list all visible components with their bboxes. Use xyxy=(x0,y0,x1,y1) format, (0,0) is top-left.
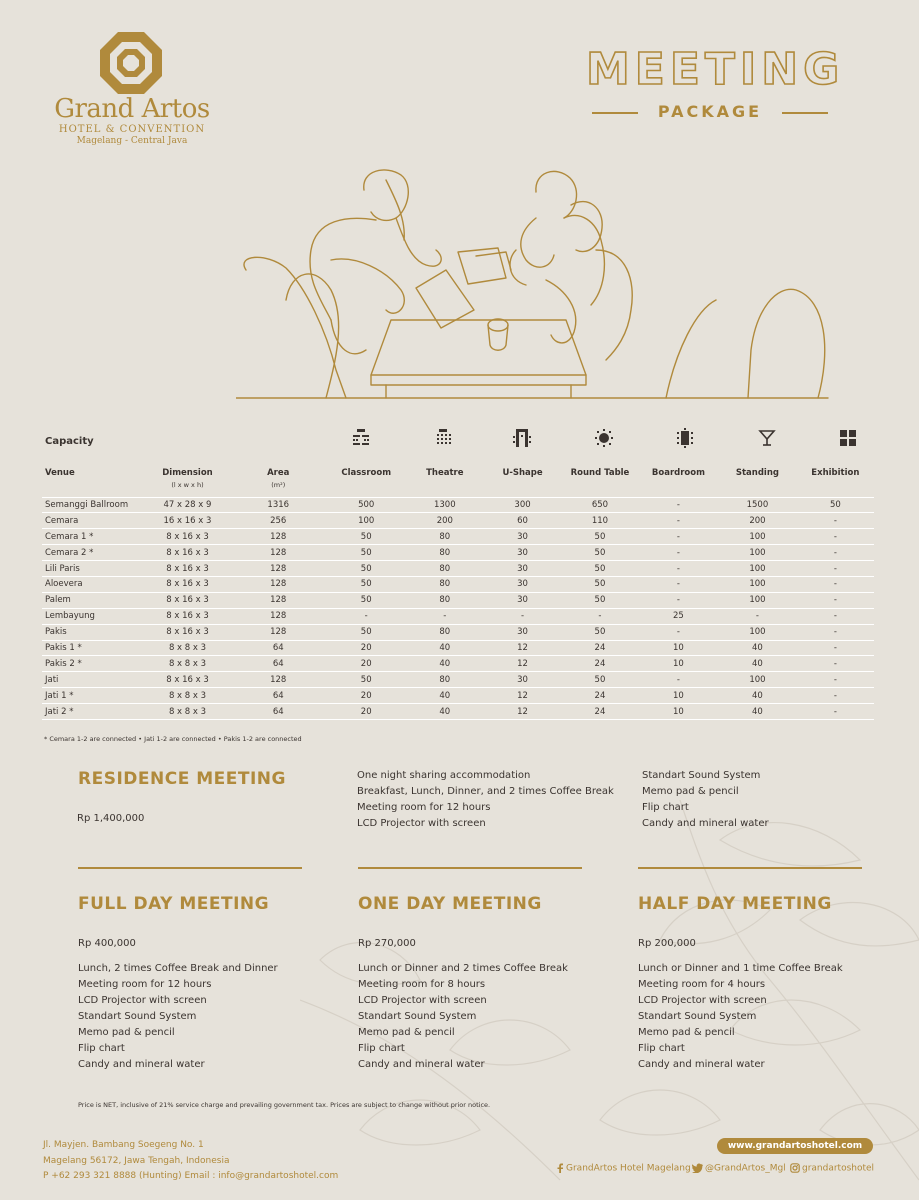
list-item: Flip chart xyxy=(642,802,689,813)
list-item: Standart Sound System xyxy=(638,1011,757,1022)
cell-theatre: 1300 xyxy=(406,497,484,513)
cell-boardroom: - xyxy=(639,529,718,545)
capacity-table xyxy=(42,464,874,720)
cell-round-table: 50 xyxy=(561,561,638,577)
cell-theatre: 80 xyxy=(406,561,484,577)
list-item: Lunch, 2 times Coffee Break and Dinner xyxy=(78,963,278,974)
website-link[interactable]: www.grandartoshotel.com xyxy=(717,1138,873,1154)
list-item: Meeting room for 8 hours xyxy=(358,979,486,990)
capacity-footnote: * Cemara 1-2 are connected • Jati 1-2 are connected • Pakis 1-2 are connected xyxy=(44,735,302,743)
cell-area: 64 xyxy=(230,704,327,720)
table-row xyxy=(42,576,874,592)
list-item: Meeting room for 12 hours xyxy=(78,979,212,990)
boardroom-layout-icon xyxy=(675,428,695,448)
cell-boardroom: - xyxy=(639,561,718,577)
cell-area: 128 xyxy=(230,608,327,624)
layout-icons-row xyxy=(0,428,919,452)
cell-theatre: 80 xyxy=(406,592,484,608)
cell-standing: 40 xyxy=(718,688,797,704)
cell-classroom: - xyxy=(327,608,406,624)
table-row xyxy=(42,704,874,720)
instagram-link[interactable] xyxy=(790,1163,874,1174)
list-item: LCD Projector with screen xyxy=(357,818,486,829)
divider xyxy=(78,867,302,869)
cell-standing: 100 xyxy=(718,672,797,688)
cell-theatre: 200 xyxy=(406,513,484,529)
cell-exhibition: 50 xyxy=(797,497,874,513)
cell-venue: Jati 1 * xyxy=(42,688,145,704)
list-item: Standart Sound System xyxy=(78,1011,197,1022)
cell-boardroom: 10 xyxy=(639,640,718,656)
cell-round-table: 24 xyxy=(561,704,638,720)
cell-boardroom: - xyxy=(639,545,718,561)
cell-area: 256 xyxy=(230,513,327,529)
cell-area: 128 xyxy=(230,576,327,592)
header-area-unit: (m²) xyxy=(271,481,286,489)
cell-ushape: 30 xyxy=(484,592,561,608)
twitter-handle: @GrandArtos_Mgl xyxy=(705,1163,786,1174)
cell-exhibition: - xyxy=(797,545,874,561)
header-ushape: U-Shape xyxy=(484,464,561,497)
cell-venue: Palem xyxy=(42,592,145,608)
cell-area: 64 xyxy=(230,656,327,672)
page-title: MEETING xyxy=(586,44,845,95)
list-item: Flip chart xyxy=(78,1043,125,1054)
cell-ushape: 30 xyxy=(484,529,561,545)
cell-standing: 40 xyxy=(718,640,797,656)
cell-standing: 100 xyxy=(718,624,797,640)
cell-ushape: 30 xyxy=(484,624,561,640)
table-row xyxy=(42,545,874,561)
cell-standing: - xyxy=(718,608,797,624)
list-item: Candy and mineral water xyxy=(78,1059,205,1070)
header-area-label: Area xyxy=(267,468,290,478)
page-subtitle-row xyxy=(592,102,828,122)
header-venue: Venue xyxy=(42,464,145,497)
cell-exhibition: - xyxy=(797,624,874,640)
cell-theatre: - xyxy=(406,608,484,624)
facebook-handle: GrandArtos Hotel Magelang xyxy=(566,1163,691,1174)
table-row xyxy=(42,640,874,656)
cell-ushape: 30 xyxy=(484,672,561,688)
divider xyxy=(638,867,862,869)
cell-area: 128 xyxy=(230,672,327,688)
hotel-address xyxy=(43,1138,338,1185)
cell-classroom: 20 xyxy=(327,704,406,720)
cell-boardroom: - xyxy=(639,592,718,608)
cell-venue: Aloevera xyxy=(42,576,145,592)
residence-meeting-title: RESIDENCE MEETING xyxy=(78,769,286,789)
list-item: Flip chart xyxy=(638,1043,685,1054)
cell-exhibition: - xyxy=(797,608,874,624)
header-dimension xyxy=(145,464,230,497)
cell-theatre: 40 xyxy=(406,704,484,720)
facebook-icon xyxy=(556,1163,564,1173)
list-item: Memo pad & pencil xyxy=(358,1027,455,1038)
instagram-icon xyxy=(790,1163,800,1173)
cell-area: 64 xyxy=(230,640,327,656)
cell-exhibition: - xyxy=(797,656,874,672)
cocktail-glass-icon xyxy=(757,428,777,448)
table-row xyxy=(42,688,874,704)
cell-ushape: 30 xyxy=(484,561,561,577)
cell-boardroom: 25 xyxy=(639,608,718,624)
cell-theatre: 80 xyxy=(406,545,484,561)
table-row xyxy=(42,561,874,577)
cell-classroom: 20 xyxy=(327,688,406,704)
cell-theatre: 80 xyxy=(406,576,484,592)
cell-ushape: 12 xyxy=(484,640,561,656)
cell-dimension: 47 x 28 x 9 xyxy=(145,497,230,513)
cell-area: 128 xyxy=(230,561,327,577)
list-item: Meeting room for 12 hours xyxy=(357,802,491,813)
list-item: Lunch or Dinner and 2 times Coffee Break xyxy=(358,963,568,974)
cell-boardroom: - xyxy=(639,624,718,640)
cell-area: 128 xyxy=(230,592,327,608)
table-row xyxy=(42,672,874,688)
cell-area: 1316 xyxy=(230,497,327,513)
cell-ushape: 12 xyxy=(484,704,561,720)
divider xyxy=(782,112,828,114)
list-item: Breakfast, Lunch, Dinner, and 2 times Coffee Break xyxy=(357,786,614,797)
header-boardroom: Boardroom xyxy=(639,464,718,497)
cell-round-table: - xyxy=(561,608,638,624)
cell-classroom: 20 xyxy=(327,640,406,656)
cell-area: 64 xyxy=(230,688,327,704)
page-subtitle: PACKAGE xyxy=(657,102,763,121)
list-item: Flip chart xyxy=(358,1043,405,1054)
cell-round-table: 24 xyxy=(561,656,638,672)
hotel-logo-icon xyxy=(98,30,164,96)
facebook-link[interactable] xyxy=(556,1163,691,1174)
cell-standing: 40 xyxy=(718,656,797,672)
header-area xyxy=(230,464,327,497)
cell-exhibition: - xyxy=(797,704,874,720)
list-item: One night sharing accommodation xyxy=(357,770,531,781)
full-day-meeting-price: Rp 400,000 xyxy=(78,938,136,949)
cell-boardroom: - xyxy=(639,497,718,513)
cell-venue: Pakis 1 * xyxy=(42,640,145,656)
cell-round-table: 50 xyxy=(561,545,638,561)
list-item: LCD Projector with screen xyxy=(78,995,207,1006)
cell-round-table: 24 xyxy=(561,688,638,704)
cell-theatre: 40 xyxy=(406,640,484,656)
cell-dimension: 8 x 8 x 3 xyxy=(145,704,230,720)
cell-classroom: 100 xyxy=(327,513,406,529)
cell-exhibition: - xyxy=(797,592,874,608)
half-day-meeting-list xyxy=(638,961,843,1073)
cell-standing: 200 xyxy=(718,513,797,529)
header-round-table: Round Table xyxy=(561,464,638,497)
cell-dimension: 8 x 8 x 3 xyxy=(145,688,230,704)
half-day-meeting-title: HALF DAY MEETING xyxy=(638,894,832,914)
cell-exhibition: - xyxy=(797,561,874,577)
cell-exhibition: - xyxy=(797,576,874,592)
cell-venue: Semanggi Ballroom xyxy=(42,497,145,513)
cell-venue: Cemara xyxy=(42,513,145,529)
header-theatre: Theatre xyxy=(406,464,484,497)
cell-dimension: 8 x 8 x 3 xyxy=(145,640,230,656)
ushape-layout-icon xyxy=(512,428,532,448)
cell-classroom: 50 xyxy=(327,624,406,640)
cell-standing: 40 xyxy=(718,704,797,720)
cell-theatre: 40 xyxy=(406,656,484,672)
full-day-meeting-list xyxy=(78,961,278,1073)
address-line-1: Jl. Mayjen. Bambang Soegeng No. 1 xyxy=(43,1140,204,1150)
table-row xyxy=(42,656,874,672)
list-item: Meeting room for 4 hours xyxy=(638,979,766,990)
meeting-line-illustration xyxy=(236,160,836,406)
cell-theatre: 80 xyxy=(406,672,484,688)
cell-classroom: 50 xyxy=(327,672,406,688)
header-standing: Standing xyxy=(718,464,797,497)
cell-exhibition: - xyxy=(797,513,874,529)
list-item: Candy and mineral water xyxy=(358,1059,485,1070)
cell-dimension: 8 x 16 x 3 xyxy=(145,529,230,545)
classroom-layout-icon xyxy=(351,428,371,448)
cell-dimension: 8 x 16 x 3 xyxy=(145,561,230,577)
table-row xyxy=(42,529,874,545)
cell-area: 128 xyxy=(230,545,327,561)
round-table-layout-icon xyxy=(594,428,614,448)
cell-round-table: 50 xyxy=(561,576,638,592)
capacity-label: Capacity xyxy=(45,436,94,447)
residence-meeting-list-1 xyxy=(357,768,614,832)
cell-exhibition: - xyxy=(797,672,874,688)
cell-ushape: 60 xyxy=(484,513,561,529)
cell-standing: 100 xyxy=(718,561,797,577)
theatre-layout-icon xyxy=(433,428,453,448)
table-row xyxy=(42,608,874,624)
divider xyxy=(358,867,582,869)
list-item: LCD Projector with screen xyxy=(638,995,767,1006)
cell-classroom: 20 xyxy=(327,656,406,672)
exhibition-layout-icon xyxy=(838,428,858,448)
cell-classroom: 50 xyxy=(327,561,406,577)
list-item: Standart Sound System xyxy=(358,1011,477,1022)
contact-line[interactable]: P +62 293 321 8888 (Hunting) Email : info@grandartoshotel.com xyxy=(43,1171,339,1181)
cell-venue: Cemara 1 * xyxy=(42,529,145,545)
table-row xyxy=(42,513,874,529)
list-item: Memo pad & pencil xyxy=(638,1027,735,1038)
cell-venue: Pakis xyxy=(42,624,145,640)
one-day-meeting-list xyxy=(358,961,568,1073)
cell-round-table: 24 xyxy=(561,640,638,656)
cell-dimension: 8 x 16 x 3 xyxy=(145,624,230,640)
cell-dimension: 16 x 16 x 3 xyxy=(145,513,230,529)
cell-round-table: 50 xyxy=(561,672,638,688)
cell-area: 128 xyxy=(230,624,327,640)
cell-classroom: 500 xyxy=(327,497,406,513)
cell-venue: Cemara 2 * xyxy=(42,545,145,561)
price-disclaimer: Price is NET, inclusive of 21% service charge and prevailing government tax. Prices are subject to change without prior notice. xyxy=(78,1101,491,1109)
address-line-2: Magelang 56172, Jawa Tengah, Indonesia xyxy=(43,1155,230,1166)
cell-standing: 100 xyxy=(718,529,797,545)
cell-exhibition: - xyxy=(797,640,874,656)
brand-name: Grand Artos xyxy=(54,94,210,124)
table-row xyxy=(42,497,874,513)
brand-subtitle: HOTEL & CONVENTION xyxy=(58,124,206,135)
cell-classroom: 50 xyxy=(327,545,406,561)
cell-venue: Lili Paris xyxy=(42,561,145,577)
divider xyxy=(592,112,638,114)
cell-theatre: 80 xyxy=(406,624,484,640)
table-header-row xyxy=(42,464,874,497)
cell-round-table: 110 xyxy=(561,513,638,529)
cell-ushape: 300 xyxy=(484,497,561,513)
instagram-handle: grandartoshotel xyxy=(802,1163,875,1174)
cell-venue: Jati xyxy=(42,672,145,688)
cell-round-table: 50 xyxy=(561,529,638,545)
table-row xyxy=(42,624,874,640)
cell-round-table: 650 xyxy=(561,497,638,513)
twitter-icon xyxy=(692,1163,703,1173)
cell-dimension: 8 x 16 x 3 xyxy=(145,672,230,688)
twitter-link[interactable] xyxy=(692,1163,786,1174)
cell-standing: 100 xyxy=(718,592,797,608)
list-item: Candy and mineral water xyxy=(638,1059,765,1070)
cell-dimension: 8 x 16 x 3 xyxy=(145,592,230,608)
list-item: Standart Sound System xyxy=(642,770,761,781)
cell-boardroom: - xyxy=(639,513,718,529)
cell-dimension: 8 x 16 x 3 xyxy=(145,545,230,561)
header-classroom: Classroom xyxy=(327,464,406,497)
cell-dimension: 8 x 16 x 3 xyxy=(145,608,230,624)
cell-classroom: 50 xyxy=(327,529,406,545)
cell-standing: 100 xyxy=(718,545,797,561)
cell-boardroom: 10 xyxy=(639,656,718,672)
cell-classroom: 50 xyxy=(327,592,406,608)
list-item: Candy and mineral water xyxy=(642,818,769,829)
cell-standing: 1500 xyxy=(718,497,797,513)
cell-boardroom: - xyxy=(639,672,718,688)
one-day-meeting-title: ONE DAY MEETING xyxy=(358,894,542,914)
cell-ushape: - xyxy=(484,608,561,624)
table-row xyxy=(42,592,874,608)
cell-ushape: 12 xyxy=(484,688,561,704)
cell-exhibition: - xyxy=(797,688,874,704)
cell-boardroom: 10 xyxy=(639,704,718,720)
cell-boardroom: 10 xyxy=(639,688,718,704)
cell-dimension: 8 x 16 x 3 xyxy=(145,576,230,592)
list-item: Memo pad & pencil xyxy=(78,1027,175,1038)
residence-meeting-price: Rp 1,400,000 xyxy=(77,813,145,824)
cell-dimension: 8 x 8 x 3 xyxy=(145,656,230,672)
one-day-meeting-price: Rp 270,000 xyxy=(358,938,416,949)
cell-boardroom: - xyxy=(639,576,718,592)
cell-exhibition: - xyxy=(797,529,874,545)
residence-meeting-list-2 xyxy=(642,768,769,832)
cell-area: 128 xyxy=(230,529,327,545)
half-day-meeting-price: Rp 200,000 xyxy=(638,938,696,949)
header-dimension-unit: (l x w x h) xyxy=(171,481,204,489)
cell-venue: Jati 2 * xyxy=(42,704,145,720)
capacity-table-body xyxy=(42,497,874,719)
brand-location: Magelang - Central Java xyxy=(76,136,188,146)
cell-round-table: 50 xyxy=(561,592,638,608)
cell-ushape: 30 xyxy=(484,576,561,592)
cell-theatre: 80 xyxy=(406,529,484,545)
cell-classroom: 50 xyxy=(327,576,406,592)
cell-venue: Lembayung xyxy=(42,608,145,624)
full-day-meeting-title: FULL DAY MEETING xyxy=(78,894,270,914)
header-dimension-label: Dimension xyxy=(162,468,213,478)
list-item: Lunch or Dinner and 1 time Coffee Break xyxy=(638,963,843,974)
cell-round-table: 50 xyxy=(561,624,638,640)
cell-standing: 100 xyxy=(718,576,797,592)
header-exhibition: Exhibition xyxy=(797,464,874,497)
list-item: Memo pad & pencil xyxy=(642,786,739,797)
cell-ushape: 12 xyxy=(484,656,561,672)
cell-ushape: 30 xyxy=(484,545,561,561)
cell-theatre: 40 xyxy=(406,688,484,704)
list-item: LCD Projector with screen xyxy=(358,995,487,1006)
cell-venue: Pakis 2 * xyxy=(42,656,145,672)
